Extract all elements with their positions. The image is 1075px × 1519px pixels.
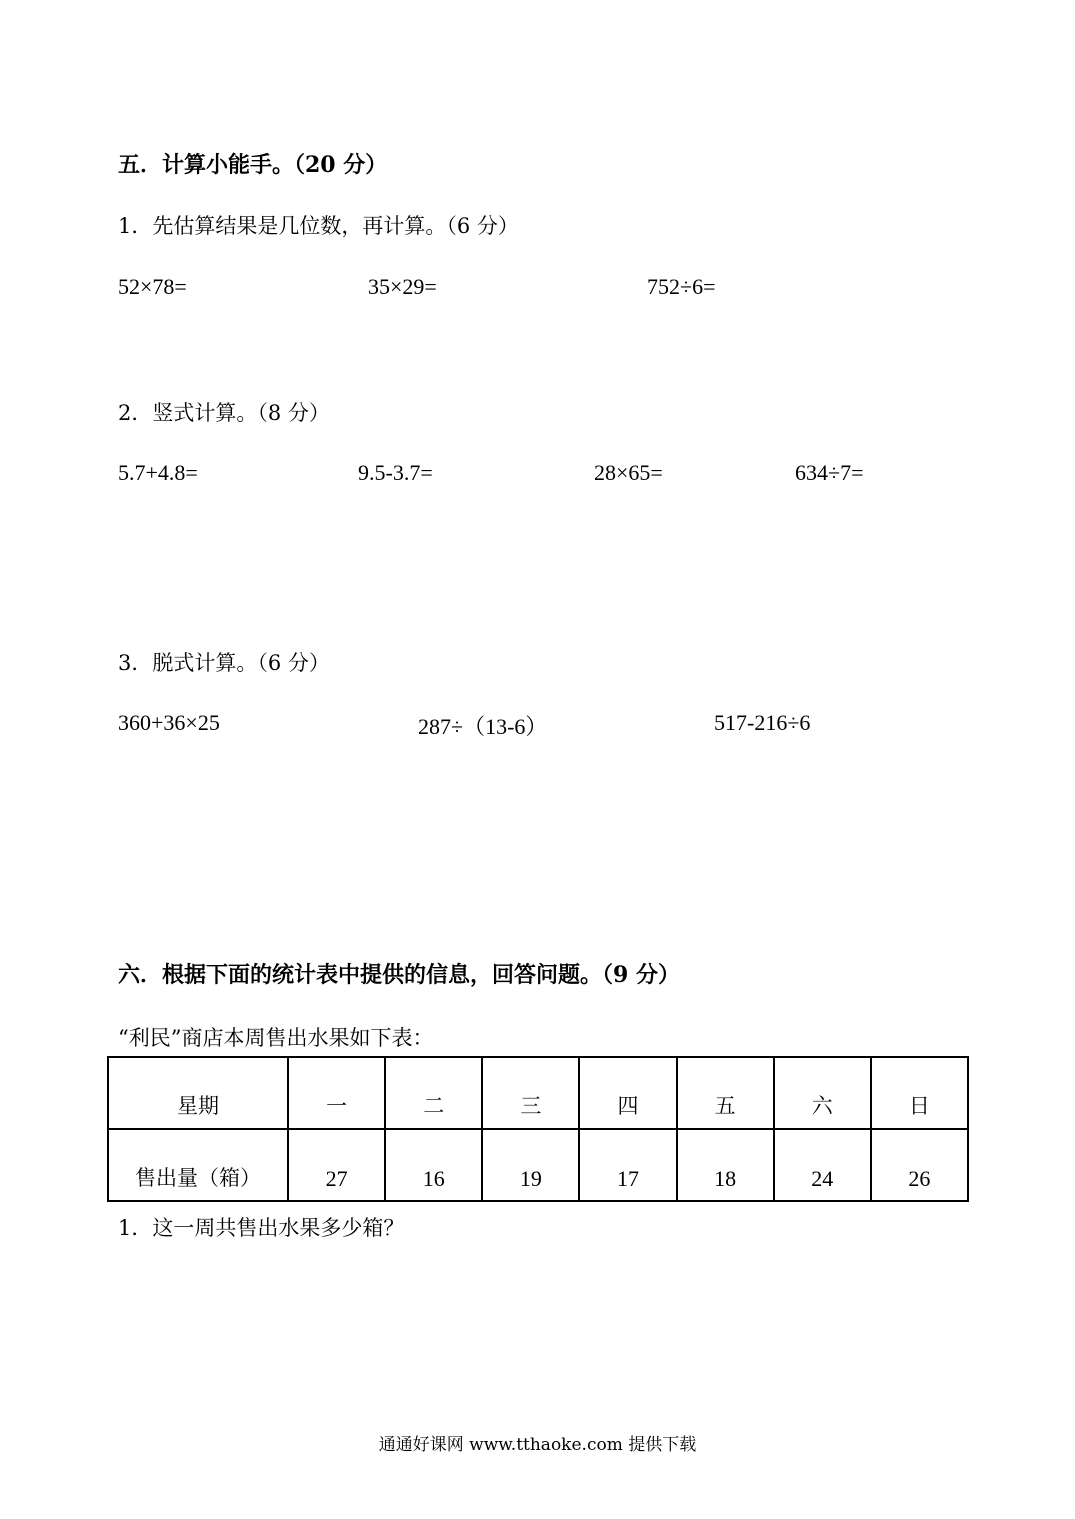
day-cell: 六 bbox=[774, 1057, 871, 1129]
vertical-calc-expression: 5.7+4.8= bbox=[118, 460, 198, 485]
stepwise-calc-expression: 360+36×25 bbox=[118, 710, 220, 735]
vertical-calc-expression: 634÷7= bbox=[795, 460, 864, 485]
sales-cell: 19 bbox=[482, 1129, 579, 1201]
sales-cell: 24 bbox=[774, 1129, 871, 1201]
day-cell: 三 bbox=[482, 1057, 579, 1129]
table-row bbox=[108, 1129, 968, 1201]
stepwise-calc-expression: 287÷（13-6） bbox=[418, 714, 548, 739]
row-header-sales: 售出量（箱） bbox=[108, 1129, 288, 1201]
fruit-sales-table bbox=[107, 1056, 969, 1202]
question-2-title: 2．竖式计算。（8 分） bbox=[118, 401, 330, 425]
day-cell: 二 bbox=[385, 1057, 482, 1129]
table-row bbox=[108, 1057, 968, 1129]
estimate-expression: 35×29= bbox=[368, 274, 437, 299]
section-6-heading: 六．根据下面的统计表中提供的信息，回答问题。（9 分） bbox=[118, 962, 680, 988]
section-6-question-1: 1．这一周共售出水果多少箱？ bbox=[118, 1216, 405, 1240]
estimate-expression: 52×78= bbox=[118, 274, 187, 299]
sales-cell: 16 bbox=[385, 1129, 482, 1201]
vertical-calc-expression: 9.5-3.7= bbox=[358, 460, 433, 485]
question-3-title: 3．脱式计算。（6 分） bbox=[118, 651, 330, 675]
day-cell: 日 bbox=[871, 1057, 968, 1129]
row-header-weekday: 星期 bbox=[108, 1057, 288, 1129]
sales-cell: 17 bbox=[579, 1129, 676, 1201]
sales-cell: 26 bbox=[871, 1129, 968, 1201]
day-cell: 五 bbox=[677, 1057, 774, 1129]
estimate-expression: 752÷6= bbox=[647, 274, 716, 299]
sales-cell: 27 bbox=[288, 1129, 385, 1201]
vertical-calc-expression: 28×65= bbox=[594, 460, 663, 485]
table-intro: “利民”商店本周售出水果如下表： bbox=[118, 1026, 434, 1050]
day-cell: 一 bbox=[288, 1057, 385, 1129]
footer-source: 通通好课网 www.tthaoke.com 提供下载 bbox=[378, 1435, 697, 1455]
stepwise-calc-expression: 517-216÷6 bbox=[714, 710, 811, 735]
section-5-heading: 五．计算小能手。（20 分） bbox=[118, 152, 388, 178]
sales-cell: 18 bbox=[677, 1129, 774, 1201]
question-1-title: 1．先估算结果是几位数，再计算。（6 分） bbox=[118, 214, 519, 238]
day-cell: 四 bbox=[579, 1057, 676, 1129]
